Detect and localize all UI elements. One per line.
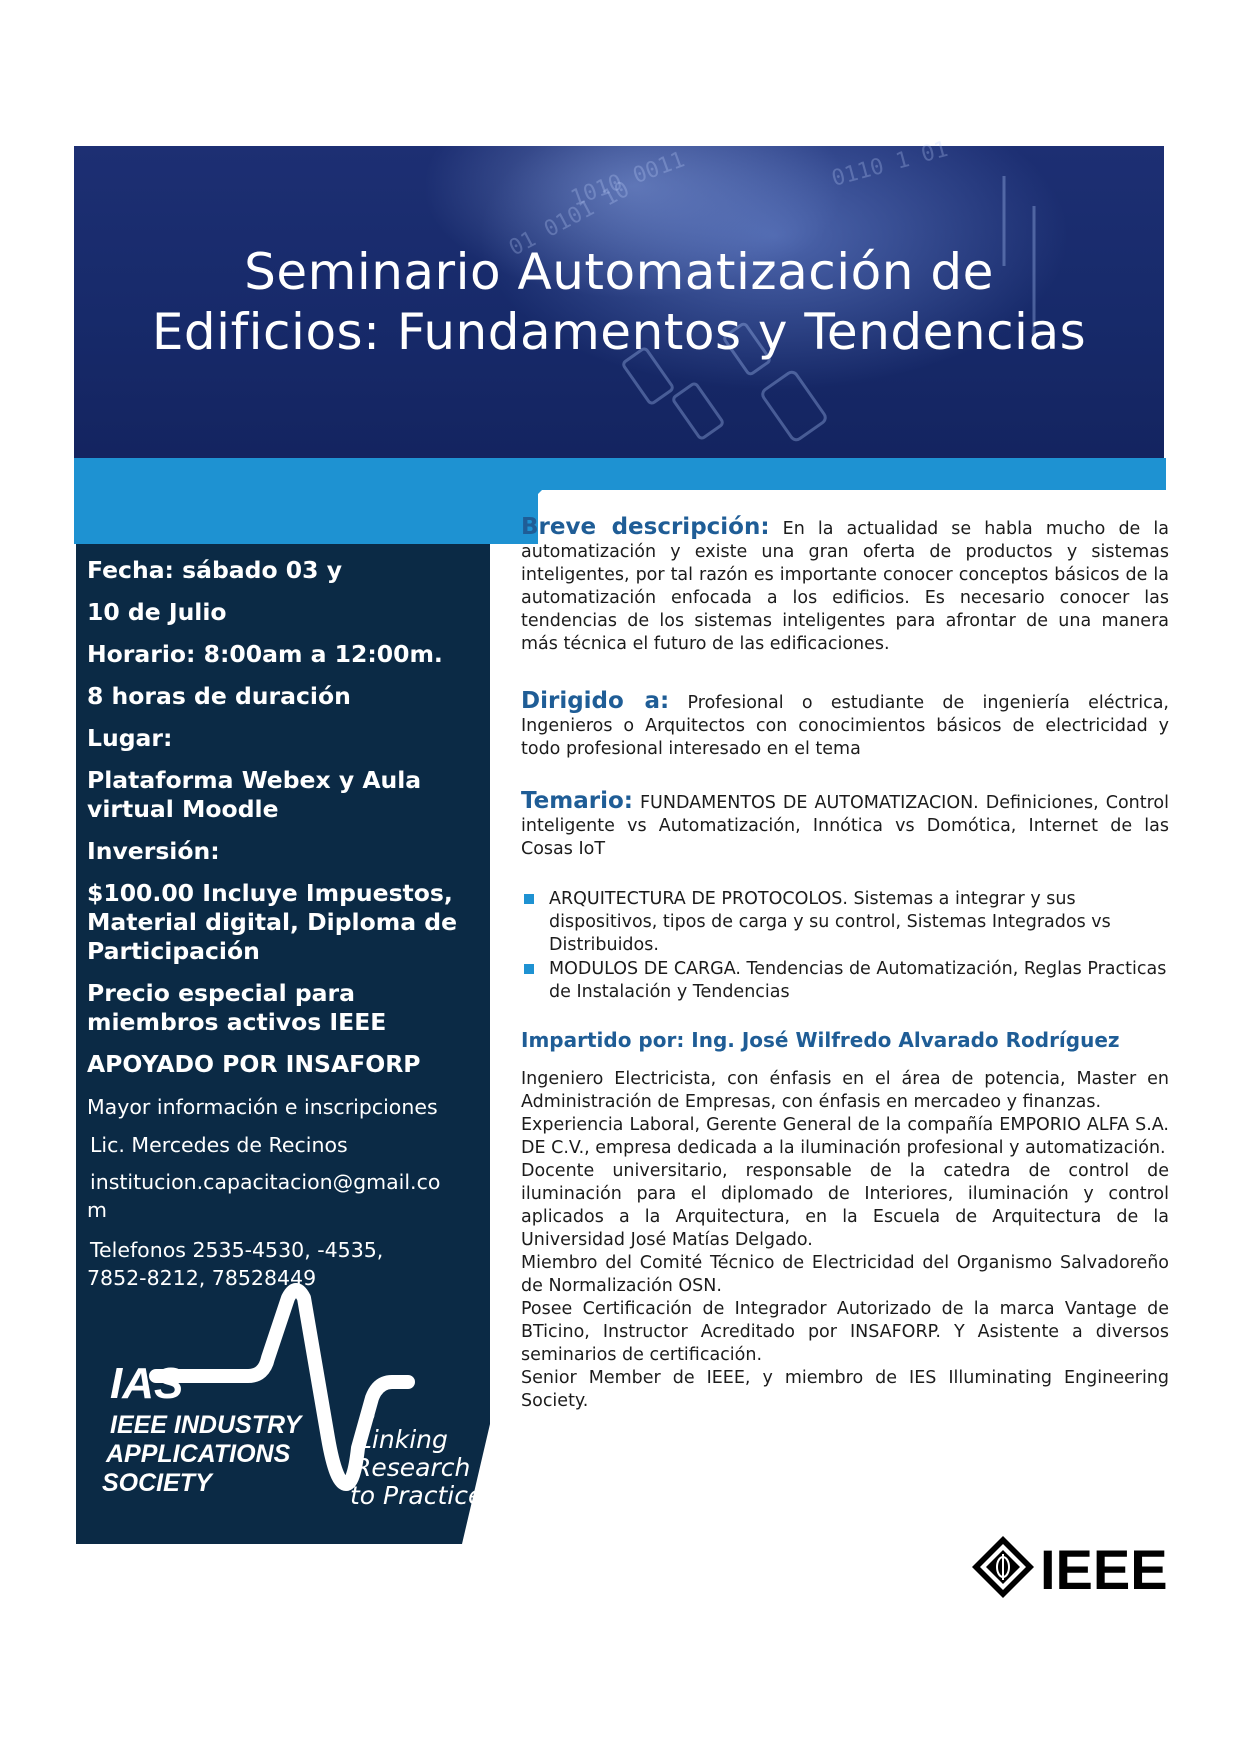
bullet-text: MODULOS DE CARGA. Tendencias de Automatización, Reglas Practicas de Instalación y Tendencias [549, 959, 1167, 1002]
accent-strip [74, 458, 1166, 490]
registered-mark: ® [364, 1409, 376, 1423]
descripcion-heading: Breve descripción: [521, 514, 770, 540]
bullet-square-icon [524, 964, 534, 974]
svg-text:01 0101 10: 01 0101 10 [505, 177, 634, 262]
instructor-bio [521, 1068, 1169, 1413]
ias-line-1: IEEE INDUSTRY [110, 1411, 302, 1439]
tagline-line-2: Research [354, 1453, 471, 1482]
instructor-heading: Impartido por: Ing. José Wilfredo Alvarado Rodríguez [521, 1028, 1120, 1052]
apoyado: APOYADO POR INSAFORP [87, 1050, 421, 1078]
descripcion-text: En la actualidad se habla mucho de la automatización y existe una gran oferta de productos y sistemas inteligentes, por tal razón es importante conocer conceptos básicos de la automatización enfocada a los edificios. Es necesario conocer las tendencias de los sistemas inteligentes para afrontar de una manera más técnica el futuro de las edificaciones. [521, 519, 1169, 654]
tagline-line-3: to Practice [350, 1481, 484, 1510]
fecha-line-2: 10 de Julio [87, 598, 227, 626]
accent-block [74, 490, 538, 544]
bullet-square-icon [524, 894, 534, 904]
telefonos-line-2: 7852-8212, 78528449 [87, 1266, 317, 1290]
precio-line-2: miembros activos IEEE [87, 1008, 387, 1036]
bio-paragraph: Miembro del Comité Técnico de Electricidad del Organismo Salvadoreño de Normalización OSN. [521, 1253, 1169, 1296]
temario-text: FUNDAMENTOS DE AUTOMATIZACION. Definiciones, Control inteligente vs Automatización, Innótica vs Domótica, Internet de las Cosas IoT [521, 793, 1169, 859]
telefonos-line-1: Telefonos 2535-4530, -4535, [90, 1238, 384, 1262]
title-line-1: Seminario Automatización de [244, 243, 994, 301]
ias-abbr: IAS [110, 1359, 184, 1408]
bio-paragraph: Posee Certificación de Integrador Autorizado de la marca Vantage de BTicino, Instructor Acreditado por INSAFORP. Y Asistente a diversos seminarios de certificación. [521, 1299, 1169, 1365]
fecha-line-1: Fecha: sábado 03 y [87, 556, 343, 584]
horario: Horario: 8:00am a 12:00m. [87, 640, 443, 668]
dirigido-heading: Dirigido a: [521, 688, 670, 714]
svg-text:0110 1 01: 0110 1 01 [829, 136, 951, 192]
email-line-2[interactable]: m [87, 1198, 107, 1222]
ieee-logo [968, 1532, 1178, 1602]
email-line-1[interactable]: institucion.capacitacion@gmail.co [90, 1170, 441, 1194]
tagline-line-1: Linking [358, 1425, 448, 1454]
descripcion-section [521, 516, 1169, 656]
ias-society-logo [96, 1288, 484, 1528]
info-label: Mayor información e inscripciones [87, 1095, 438, 1119]
bio-paragraph: Ingeniero Electricista, con énfasis en el área de potencia, Master en Administración de Empresas, con énfasis en mercadeo y finanzas. [521, 1069, 1169, 1112]
bio-paragraph: Experiencia Laboral, Gerente General de la compañía EMPORIO ALFA S.A. DE C.V., empresa dedicada a la iluminación profesional y automatización. [521, 1115, 1169, 1158]
inversion-line-3: Participación [87, 937, 260, 965]
bio-paragraph: Senior Member de IEEE, y miembro de IES Illuminating Engineering Society. [521, 1368, 1169, 1411]
inversion-label: Inversión: [87, 837, 220, 865]
ias-line-3: SOCIETY [102, 1469, 212, 1497]
dirigido-section [521, 690, 1169, 761]
title-line-2: Edificios: Fundamentos y Tendencias [151, 303, 1087, 361]
page-title [74, 242, 1164, 362]
contacto: Lic. Mercedes de Recinos [90, 1133, 348, 1157]
inversion-line-2: Material digital, Diploma de [87, 908, 458, 936]
duracion: 8 horas de duración [87, 682, 351, 710]
inversion-line-1: $100.00 Incluye Impuestos, [87, 879, 453, 907]
bio-paragraph: Docente universitario, responsable de la catedra de control de iluminación para el diplomado de Interiores, iluminación y control aplicados a la Arquitectura, en la Escuela de Arquitectura de la Universidad José Matías Delgado. [521, 1161, 1169, 1250]
ias-line-2: APPLICATIONS [106, 1440, 291, 1468]
lugar-line-2: virtual Moodle [87, 795, 279, 823]
lugar-label: Lugar: [87, 724, 173, 752]
svg-text:1010 0011: 1010 0011 [567, 147, 689, 212]
lugar-line-1: Plataforma Webex y Aula [87, 766, 422, 794]
precio-line-1: Precio especial para [87, 979, 355, 1007]
ieee-diamond-icon [972, 1536, 1034, 1598]
ieee-wordmark: IEEE [1040, 1538, 1168, 1601]
header-banner [74, 136, 1164, 458]
bullet-text: ARQUITECTURA DE PROTOCOLOS. Sistemas a integrar y sus dispositivos, tipos de carga y su control, Sistemas Integrados vs Distribuidos. [549, 889, 1111, 955]
dirigido-text: Profesional o estudiante de ingeniería eléctrica, Ingenieros o Arquitectos con conocimientos básicos de electricidad y todo profesional interesado en el tema [521, 693, 1169, 759]
temario-section [521, 790, 1169, 861]
temario-heading: Temario: [521, 788, 633, 814]
